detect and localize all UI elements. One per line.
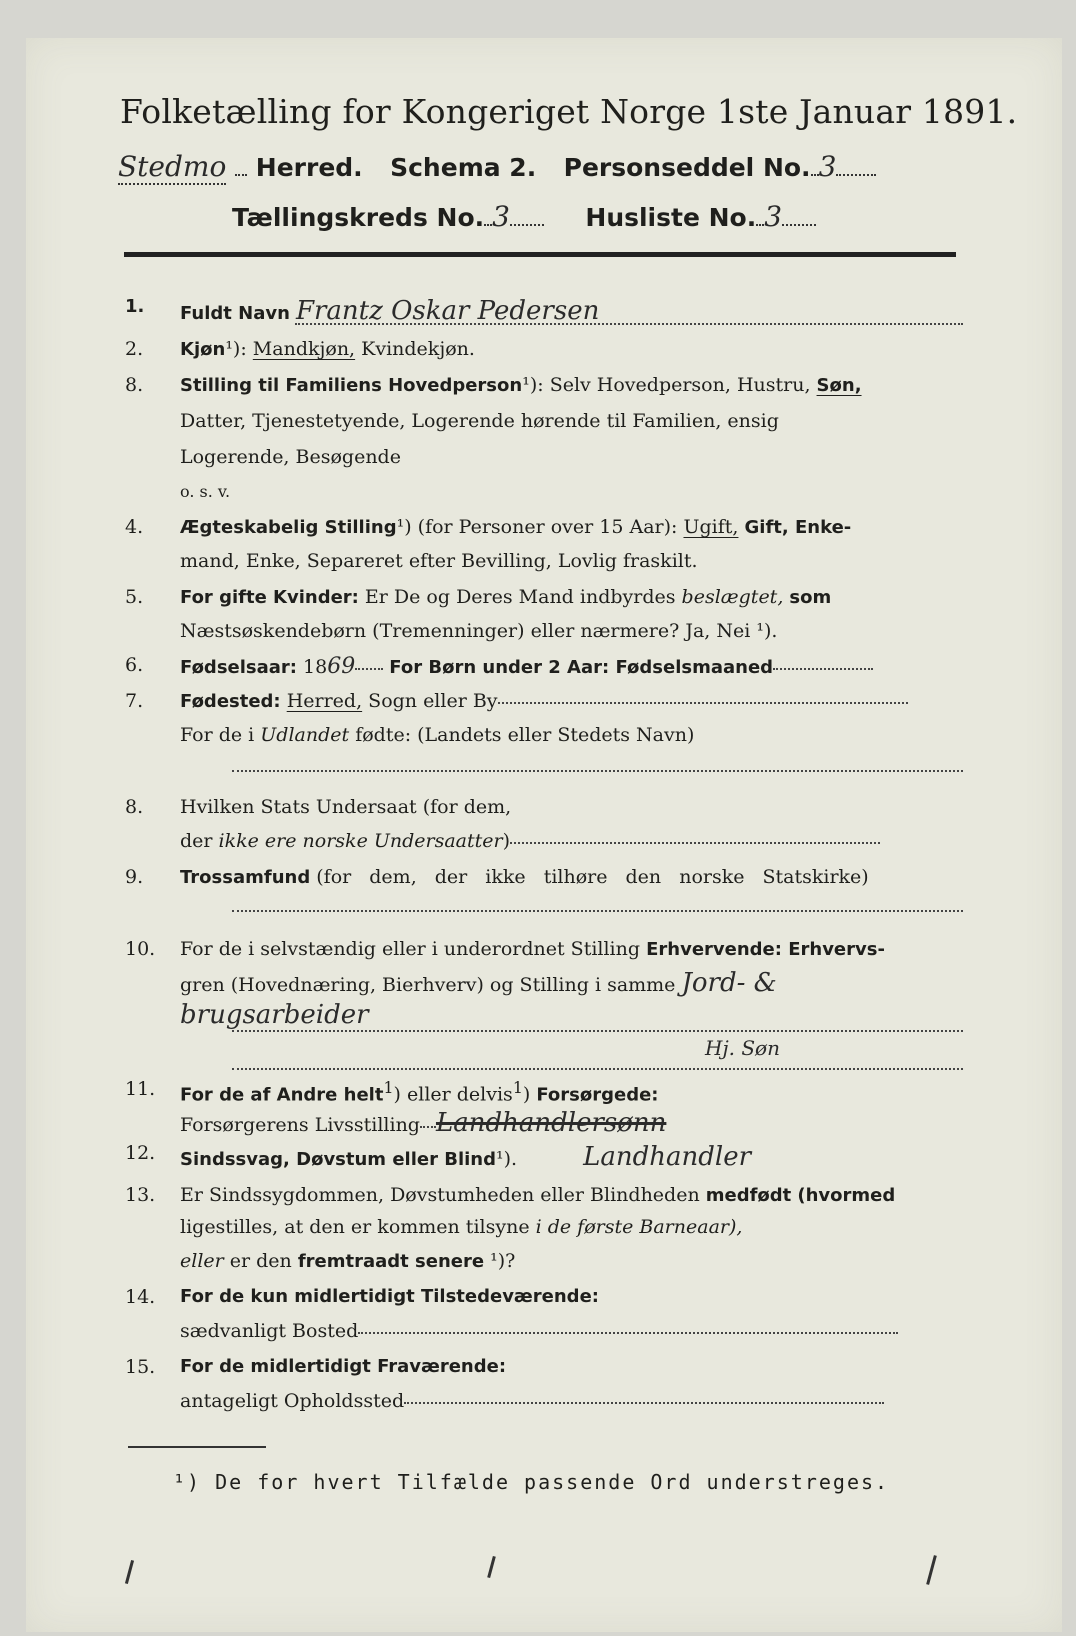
kreds-label: Tællingskreds No. xyxy=(232,203,485,232)
form-title: Folketælling for Kongeriget Norge 1ste Januar 1891. xyxy=(120,92,1018,131)
kreds-line xyxy=(232,200,816,233)
personseddel-value: 3 xyxy=(818,150,837,183)
kreds-value: 3 xyxy=(492,200,510,233)
birth-year-value: 69 xyxy=(327,654,356,679)
herred-label: Herred. xyxy=(255,153,363,182)
header-divider xyxy=(124,252,956,257)
husliste-value: 3 xyxy=(764,200,783,233)
footnote: ¹) De for hvert Tilfælde passende Ord understreges. xyxy=(173,1470,890,1494)
occupation-value-1: Jord- & xyxy=(681,968,777,998)
schema-label: Schema 2. xyxy=(390,153,537,182)
occupation-value-2: brugsarbeider xyxy=(180,1000,369,1030)
full-name-line xyxy=(295,323,963,325)
footnote-divider xyxy=(128,1446,266,1448)
position-selected: Søn, xyxy=(816,375,862,396)
birthplace-selected: Herred, xyxy=(286,690,363,712)
full-name-label: Fuldt Navn xyxy=(180,303,290,324)
gender-selected: Mandkjøn, xyxy=(252,338,356,360)
marital-selected: Ugift, xyxy=(683,516,739,538)
husliste-label: Husliste No. xyxy=(585,203,757,232)
personseddel-label: Personseddel No. xyxy=(563,153,811,182)
herred-value: Stedmo xyxy=(118,150,227,183)
full-name-value: Frantz Oskar Pedersen xyxy=(295,296,600,326)
herred-line xyxy=(118,150,876,183)
supporter-occupation-value: Landhandlersønn xyxy=(435,1108,667,1138)
occupation-value-3: Hj. Søn xyxy=(705,1036,780,1060)
disability-value: Landhandler xyxy=(583,1142,752,1172)
